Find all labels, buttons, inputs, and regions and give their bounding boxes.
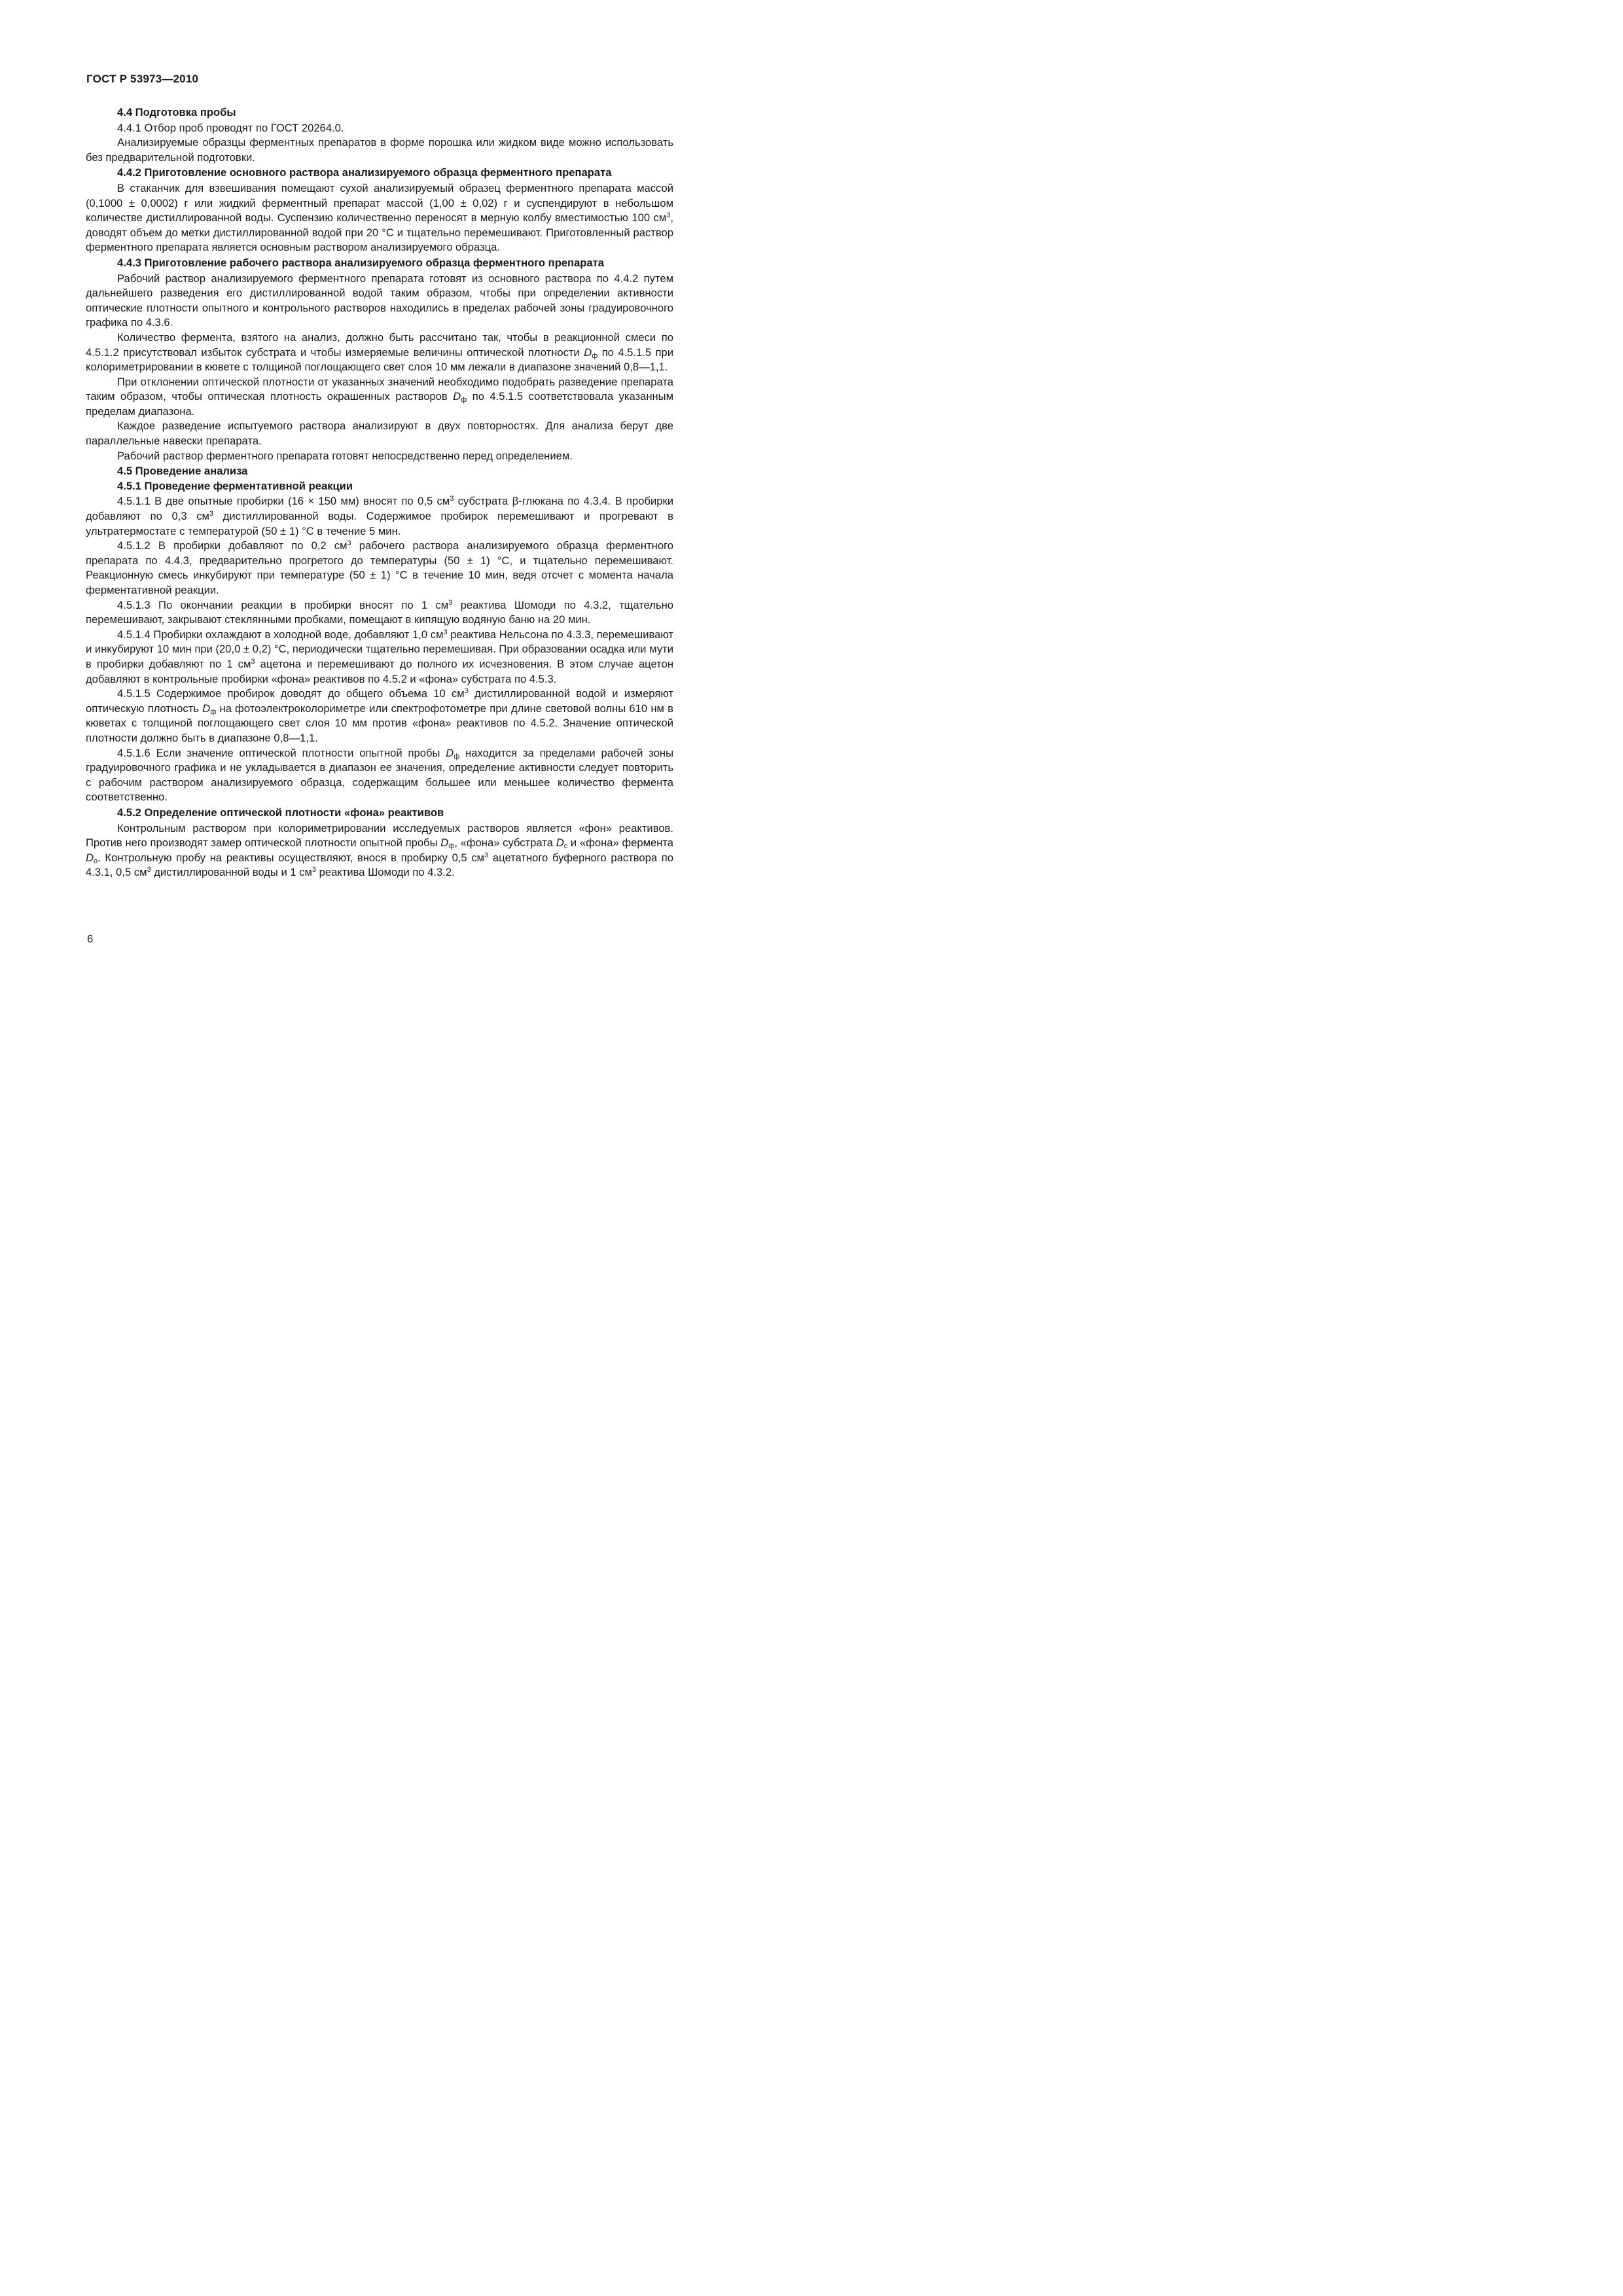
paragraph-4-5-1-3: 4.5.1.3 По окончании реакции в пробирки вносят по 1 $см^3$ реактива Шомоди по 4.3.2, тщательно перемешивают, закрывают стеклянными пробками, помещают в кипящую водяную баню на 20 мин. bbox=[86, 598, 673, 626]
paragraph-4-4-1: 4.4.1 Отбор проб проводят по ГОСТ 20264.0. bbox=[117, 121, 344, 134]
paragraph-4-5-1-4: 4.5.1.4 Пробирки охлаждают в холодной воде, добавляют 1,0 $см^3$ реактива Нельсона по 4.3.3, перемешивают и инкубируют 10 мин при (20,0 ± 0,2) °С, периодически тщательно перемешивая. При образовании осадка или мути в пробирки добавляют по 1 $см^3$ ацетона и перемешивают до полного их исчезновения. В этом случае ацетон добавляют в контрольные пробирки «фона» реактивов по 4.5.2 и «фона» субстрата по 4.5.3. bbox=[86, 628, 674, 685]
paragraph-4-5-2: Контрольным раствором при колориметрировании исследуемых растворов является «фон» реактивов. Против него производят замер оптической плотности опытной пробы $D_ф$, «фона» субстрата $D_с$ и «фона» фермента $D_о$. Контрольную пробу на реактивы осуществляют, внося в пробирку 0,5 $см^3$ ацетатного буферного раствора по 4.3.1, 0,5 $см^3$ дистиллированной воды и 1 $см^3$ реактива Шомоди по 4.3.2. bbox=[86, 821, 674, 879]
paragraph-4-4-3-e: Рабочий раствор ферментного препарата готовят непосредственно перед определением. bbox=[117, 449, 573, 462]
section-heading-4-5-2: 4.5.2 Определение оптической плотности «фона» реактивов bbox=[117, 806, 444, 819]
paragraph-4-4-2: В стаканчик для взвешивания помещают сухой анализируемый образец ферментного препарата массой (0,1000 ± 0,0002) г или жидкий ферментный препарат массой (1,00 ± 0,02) г и суспендируют в небольшом количестве дистиллированной воды. Суспензию количественно переносят в мерную колбу вместимостью 100 $см^3$, доводят объем до метки дистиллированной водой при 20 °С и тщательно перемешивают. Приготовленный раствор ферментного препарата является основным раствором анализируемого образца. bbox=[86, 181, 673, 254]
document-page bbox=[0, 0, 720, 1018]
paragraph-4-4-3-d: Каждое разведение испытуемого раствора анализируют в двух повторностях. Для анализа берут две параллельные навески препарата. bbox=[86, 420, 673, 448]
section-heading-4-5-1: 4.5.1 Проведение ферментативной реакции bbox=[117, 479, 353, 492]
paragraph-4-5-1-6: 4.5.1.6 Если значение оптической плотности опытной пробы $D_ф$ находится за пределами рабочей зоны градуировочного графика и не укладывается в диапазон ее значения, определение активности следует повторить с рабочим раствором анализируемого образца, содержащим большее или меньшее количество фермента соответственно. bbox=[86, 746, 674, 804]
section-heading-4-5: 4.5 Проведение анализа bbox=[117, 465, 248, 478]
paragraph-4-4-1-note: Анализируемые образцы ферментных препаратов в форме порошка или жидком виде можно использовать без предварительной подготовки. bbox=[86, 136, 673, 164]
paragraph-4-4-3-a: Рабочий раствор анализируемого ферментного препарата готовят из основного раствора по 4.4.2 путем дальнейшего разведения его дистиллированной водой таким образом, чтобы при определении активности оптические плотности опытного и контрольного растворов находились в пределах рабочей зоны градуировочного графика по 4.3.6. bbox=[86, 272, 673, 329]
document-body bbox=[86, 105, 673, 880]
paragraph-4-5-1-2: 4.5.1.2 В пробирки добавляют по 0,2 $см^3$ рабочего раствора анализируемого образца ферментного препарата по 4.4.3, предварительно прогретого до температуры (50 ± 1) °С, и тщательно перемешивают. Реакционную смесь инкубируют при температуре (50 ± 1) °С в течение 10 мин, ведя отсчет с момента начала ферментативной реакции. bbox=[86, 539, 673, 596]
section-heading-4-4-3: 4.4.3 Приготовление рабочего раствора анализируемого образца ферментного препарата bbox=[117, 256, 605, 269]
section-heading-4-4: 4.4 Подготовка пробы bbox=[117, 106, 236, 118]
paragraph-4-5-1-1: 4.5.1.1 В две опытные пробирки (16 × 150 мм) вносят по 0,5 $см^3$ субстрата β-глюкана по 4.3.4. В пробирки добавляют по 0,3 $см^3$ дистиллированной воды. Содержимое пробирок перемешивают и прогревают в ультратермостате с температурой (50 ± 1) °С в течение 5 мин. bbox=[86, 495, 673, 537]
page-number: 6 bbox=[87, 933, 94, 945]
paragraph-4-5-1-5: 4.5.1.5 Содержимое пробирок доводят до общего объема 10 $см^3$ дистиллированной водой и измеряют оптическую плотность $D_ф$ на фотоэлектроколориметре или спектрофотометре при длине световой волны 610 нм в кюветах с толщиной поглощающего свет слоя 10 мм против «фона» реактивов по 4.5.2. Значение оптической плотности должно быть в диапазоне 0,8—1,1. bbox=[86, 687, 674, 744]
document-code-header: ГОСТ Р 53973—2010 bbox=[86, 73, 199, 85]
paragraph-4-4-3-b: Количество фермента, взятого на анализ, должно быть рассчитано так, чтобы в реакционной смеси по 4.5.1.2 присутствовал избыток субстрата и чтобы измеряемые величины оптической плотности $D_ф$ по 4.5.1.5 при колориметрировании в кювете с толщиной поглощающего свет слоя 10 мм лежали в диапазоне значений 0,8—1,1. bbox=[86, 331, 673, 374]
section-heading-4-4-2: 4.4.2 Приготовление основного раствора анализируемого образца ферментного препарата bbox=[117, 166, 612, 179]
paragraph-4-4-3-c: При отклонении оптической плотности от указанных значений необходимо подобрать разведение препарата таким образом, чтобы оптическая плотность окрашенных растворов $D_ф$ по 4.5.1.5 соответствовала указанным пределам диапазона. bbox=[86, 375, 673, 418]
